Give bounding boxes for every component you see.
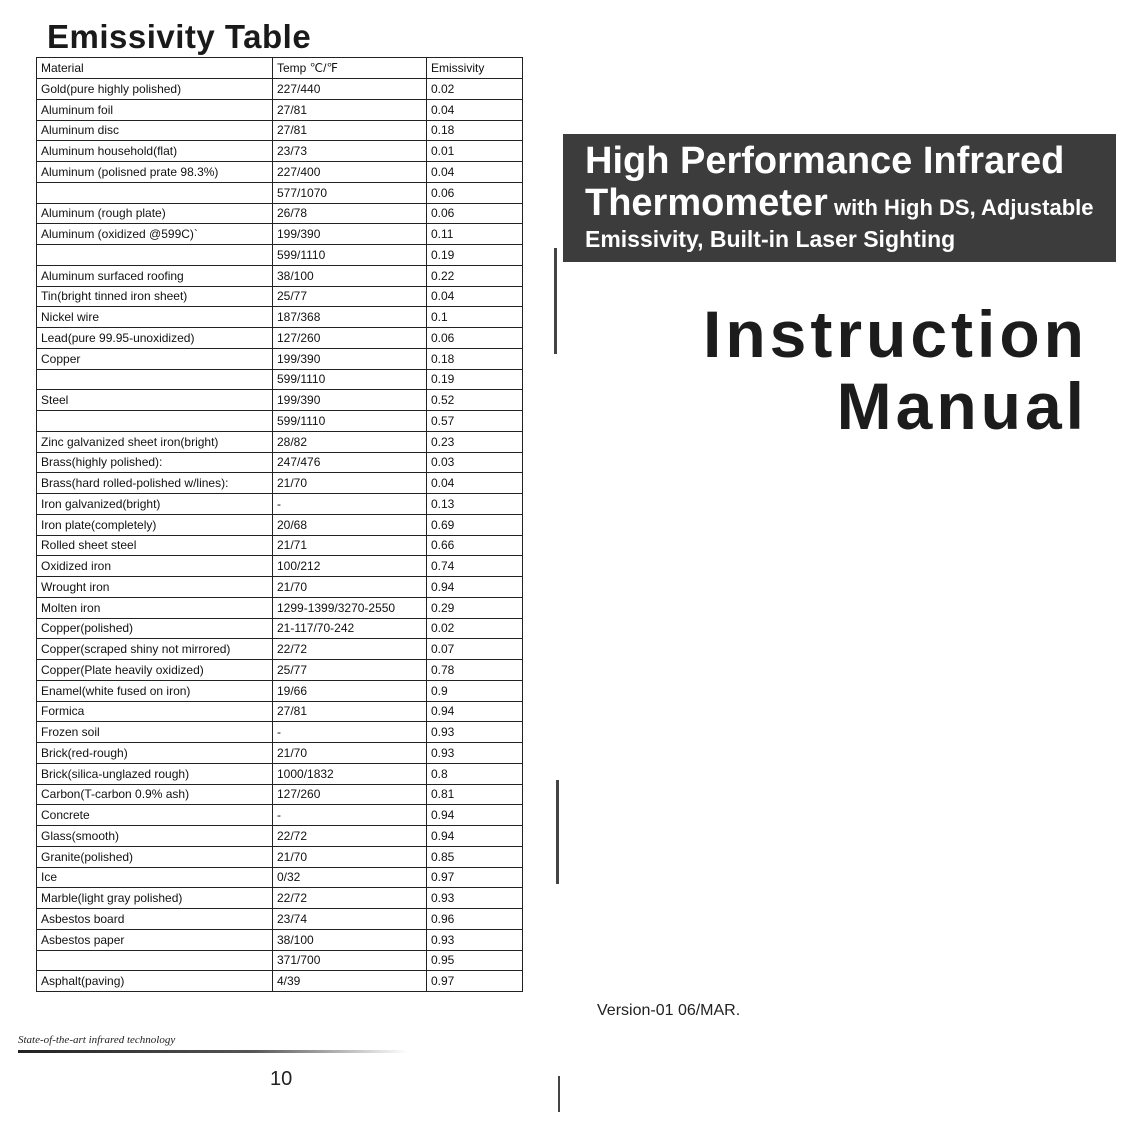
temp-cell: 25/77 <box>273 660 427 681</box>
table-row <box>37 784 523 805</box>
table-row <box>37 722 523 743</box>
emissivity-cell: 0.11 <box>427 224 523 245</box>
material-cell: Lead(pure 99.95-unoxidized) <box>37 328 273 349</box>
table-row <box>37 120 523 141</box>
table-row <box>37 577 523 598</box>
emissivity-cell: 0.29 <box>427 597 523 618</box>
material-cell: Copper(polished) <box>37 618 273 639</box>
emissivity-cell: 0.07 <box>427 639 523 660</box>
material-cell: Carbon(T-carbon 0.9% ash) <box>37 784 273 805</box>
material-cell: Steel <box>37 390 273 411</box>
banner-line-3: Emissivity, Built-in Laser Sighting <box>585 226 956 252</box>
emissivity-cell: 0.22 <box>427 265 523 286</box>
table-row <box>37 639 523 660</box>
material-cell: Asphalt(paving) <box>37 971 273 992</box>
emissivity-cell: 0.23 <box>427 431 523 452</box>
temp-cell: 21-117/70-242 <box>273 618 427 639</box>
material-cell: Concrete <box>37 805 273 826</box>
banner-line-2 <box>585 182 1093 225</box>
material-cell <box>37 245 273 266</box>
emissivity-cell: 0.94 <box>427 701 523 722</box>
temp-cell: 20/68 <box>273 514 427 535</box>
temp-cell: 4/39 <box>273 971 427 992</box>
table-row <box>37 535 523 556</box>
table-row <box>37 618 523 639</box>
emissivity-cell: 0.78 <box>427 660 523 681</box>
emissivity-cell: 0.04 <box>427 162 523 183</box>
emissivity-cell: 0.9 <box>427 680 523 701</box>
temp-cell: 21/70 <box>273 846 427 867</box>
material-cell: Brass(hard rolled-polished w/lines): <box>37 473 273 494</box>
temp-cell: 1000/1832 <box>273 763 427 784</box>
product-banner <box>563 134 1116 262</box>
table-row <box>37 203 523 224</box>
material-cell <box>37 182 273 203</box>
emissivity-cell: 0.93 <box>427 722 523 743</box>
material-cell: Aluminum surfaced roofing <box>37 265 273 286</box>
temp-cell: 599/1110 <box>273 245 427 266</box>
material-cell: Rolled sheet steel <box>37 535 273 556</box>
table-row <box>37 514 523 535</box>
temp-cell: 227/440 <box>273 79 427 100</box>
material-cell: Frozen soil <box>37 722 273 743</box>
footer-rule <box>18 1050 408 1053</box>
table-row <box>37 265 523 286</box>
header-temp: Temp ℃/℉ <box>273 58 427 79</box>
temp-cell: 21/70 <box>273 473 427 494</box>
table-row <box>37 431 523 452</box>
material-cell: Asbestos board <box>37 909 273 930</box>
table-row <box>37 245 523 266</box>
emissivity-cell: 0.02 <box>427 79 523 100</box>
emissivity-cell: 0.06 <box>427 203 523 224</box>
temp-cell: 23/73 <box>273 141 427 162</box>
table-row <box>37 701 523 722</box>
emissivity-cell: 0.93 <box>427 743 523 764</box>
emissivity-cell: 0.81 <box>427 784 523 805</box>
table-row <box>37 680 523 701</box>
table-row <box>37 411 523 432</box>
emissivity-cell: 0.66 <box>427 535 523 556</box>
material-cell <box>37 369 273 390</box>
footer-tagline: State-of-the-art infrared technology <box>18 1034 176 1046</box>
emissivity-cell: 0.97 <box>427 971 523 992</box>
table-row <box>37 556 523 577</box>
table-row <box>37 867 523 888</box>
emissivity-cell: 0.96 <box>427 909 523 930</box>
table-row <box>37 763 523 784</box>
table-row <box>37 79 523 100</box>
temp-cell: 227/400 <box>273 162 427 183</box>
temp-cell: - <box>273 805 427 826</box>
table-row <box>37 660 523 681</box>
material-cell: Molten iron <box>37 597 273 618</box>
binding-mark <box>554 248 557 354</box>
material-cell: Aluminum foil <box>37 99 273 120</box>
material-cell: Copper(Plate heavily oxidized) <box>37 660 273 681</box>
table-row <box>37 224 523 245</box>
table-row <box>37 182 523 203</box>
temp-cell: 0/32 <box>273 867 427 888</box>
emissivity-cell: 0.69 <box>427 514 523 535</box>
banner-line-1: High Performance Infrared <box>585 140 1065 182</box>
temp-cell: 28/82 <box>273 431 427 452</box>
temp-cell: 187/368 <box>273 307 427 328</box>
binding-mark <box>558 1076 560 1112</box>
emissivity-cell: 0.04 <box>427 473 523 494</box>
material-cell: Asbestos paper <box>37 929 273 950</box>
material-cell: Aluminum disc <box>37 120 273 141</box>
temp-cell: 22/72 <box>273 826 427 847</box>
temp-cell: 21/70 <box>273 743 427 764</box>
table-row <box>37 162 523 183</box>
emissivity-cell: 0.95 <box>427 950 523 971</box>
temp-cell: 199/390 <box>273 224 427 245</box>
material-cell: Aluminum household(flat) <box>37 141 273 162</box>
table-row <box>37 328 523 349</box>
table-row <box>37 494 523 515</box>
material-cell: Copper <box>37 348 273 369</box>
material-cell: Aluminum (polisned prate 98.3%) <box>37 162 273 183</box>
temp-cell: 21/71 <box>273 535 427 556</box>
emissivity-cell: 0.94 <box>427 577 523 598</box>
table-row <box>37 473 523 494</box>
banner-product-name: Thermometer <box>585 182 828 224</box>
material-cell: Brass(highly polished): <box>37 452 273 473</box>
table-row <box>37 452 523 473</box>
emissivity-cell: 0.02 <box>427 618 523 639</box>
emissivity-cell: 0.04 <box>427 286 523 307</box>
temp-cell: 22/72 <box>273 639 427 660</box>
material-cell: Tin(bright tinned iron sheet) <box>37 286 273 307</box>
temp-cell: 26/78 <box>273 203 427 224</box>
temp-cell: 577/1070 <box>273 182 427 203</box>
table-body <box>37 79 523 992</box>
emissivity-cell: 0.06 <box>427 328 523 349</box>
material-cell <box>37 411 273 432</box>
material-cell: Ice <box>37 867 273 888</box>
emissivity-cell: 0.52 <box>427 390 523 411</box>
material-cell: Aluminum (oxidized @599C)` <box>37 224 273 245</box>
emissivity-table-page <box>0 0 560 1122</box>
temp-cell: 371/700 <box>273 950 427 971</box>
material-cell: Zinc galvanized sheet iron(bright) <box>37 431 273 452</box>
emissivity-cell: 0.74 <box>427 556 523 577</box>
emissivity-cell: 0.93 <box>427 888 523 909</box>
table-row <box>37 888 523 909</box>
table-row <box>37 950 523 971</box>
material-cell: Iron galvanized(bright) <box>37 494 273 515</box>
material-cell: Brick(red-rough) <box>37 743 273 764</box>
material-cell: Nickel wire <box>37 307 273 328</box>
version-text: Version-01 06/MAR. <box>597 1002 741 1019</box>
table-header-row <box>37 58 523 79</box>
material-cell: Wrought iron <box>37 577 273 598</box>
table-row <box>37 141 523 162</box>
table-row <box>37 597 523 618</box>
table-row <box>37 307 523 328</box>
emissivity-cell: 0.97 <box>427 867 523 888</box>
material-cell <box>37 950 273 971</box>
table-row <box>37 348 523 369</box>
temp-cell: - <box>273 722 427 743</box>
emissivity-cell: 0.94 <box>427 826 523 847</box>
header-material: Material <box>37 58 273 79</box>
temp-cell: 27/81 <box>273 120 427 141</box>
emissivity-cell: 0.06 <box>427 182 523 203</box>
material-cell: Brick(silica-unglazed rough) <box>37 763 273 784</box>
temp-cell: 19/66 <box>273 680 427 701</box>
header-emissivity: Emissivity <box>427 58 523 79</box>
table-row <box>37 369 523 390</box>
temp-cell: 38/100 <box>273 929 427 950</box>
banner-feature-text: with High DS, Adjustable <box>827 195 1094 220</box>
emissivity-cell: 0.03 <box>427 452 523 473</box>
emissivity-cell: 0.19 <box>427 245 523 266</box>
table-row <box>37 826 523 847</box>
temp-cell: 599/1110 <box>273 411 427 432</box>
table-row <box>37 909 523 930</box>
emissivity-cell: 0.93 <box>427 929 523 950</box>
material-cell: Glass(smooth) <box>37 826 273 847</box>
table-row <box>37 99 523 120</box>
emissivity-cell: 0.13 <box>427 494 523 515</box>
table-row <box>37 390 523 411</box>
temp-cell: 22/72 <box>273 888 427 909</box>
table-row <box>37 286 523 307</box>
emissivity-cell: 0.01 <box>427 141 523 162</box>
material-cell: Granite(polished) <box>37 846 273 867</box>
temp-cell: 21/70 <box>273 577 427 598</box>
material-cell: Copper(scraped shiny not mirrored) <box>37 639 273 660</box>
emissivity-cell: 0.85 <box>427 846 523 867</box>
manual-title-line-1: Instruction <box>703 297 1088 371</box>
emissivity-cell: 0.94 <box>427 805 523 826</box>
material-cell: Gold(pure highly polished) <box>37 79 273 100</box>
temp-cell: 199/390 <box>273 390 427 411</box>
emissivity-cell: 0.19 <box>427 369 523 390</box>
emissivity-table <box>36 57 523 992</box>
table-row <box>37 805 523 826</box>
temp-cell: 199/390 <box>273 348 427 369</box>
table-row <box>37 846 523 867</box>
material-cell: Marble(light gray polished) <box>37 888 273 909</box>
temp-cell: - <box>273 494 427 515</box>
material-cell: Aluminum (rough plate) <box>37 203 273 224</box>
material-cell: Formica <box>37 701 273 722</box>
page-number: 10 <box>270 1068 293 1090</box>
emissivity-cell: 0.18 <box>427 120 523 141</box>
temp-cell: 599/1110 <box>273 369 427 390</box>
temp-cell: 25/77 <box>273 286 427 307</box>
emissivity-cell: 0.8 <box>427 763 523 784</box>
binding-mark <box>556 780 559 884</box>
table-row <box>37 743 523 764</box>
table-row <box>37 929 523 950</box>
temp-cell: 23/74 <box>273 909 427 930</box>
manual-title-line-2: Manual <box>836 369 1088 443</box>
table-row <box>37 971 523 992</box>
emissivity-cell: 0.57 <box>427 411 523 432</box>
emissivity-table-title: Emissivity Table <box>47 18 312 55</box>
material-cell: Iron plate(completely) <box>37 514 273 535</box>
temp-cell: 247/476 <box>273 452 427 473</box>
temp-cell: 100/212 <box>273 556 427 577</box>
emissivity-cell: 0.04 <box>427 99 523 120</box>
material-cell: Oxidized iron <box>37 556 273 577</box>
cover-page <box>560 0 1124 1122</box>
temp-cell: 127/260 <box>273 328 427 349</box>
temp-cell: 27/81 <box>273 701 427 722</box>
temp-cell: 38/100 <box>273 265 427 286</box>
emissivity-cell: 0.1 <box>427 307 523 328</box>
material-cell: Enamel(white fused on iron) <box>37 680 273 701</box>
emissivity-cell: 0.18 <box>427 348 523 369</box>
temp-cell: 127/260 <box>273 784 427 805</box>
temp-cell: 1299-1399/3270-2550 <box>273 597 427 618</box>
temp-cell: 27/81 <box>273 99 427 120</box>
